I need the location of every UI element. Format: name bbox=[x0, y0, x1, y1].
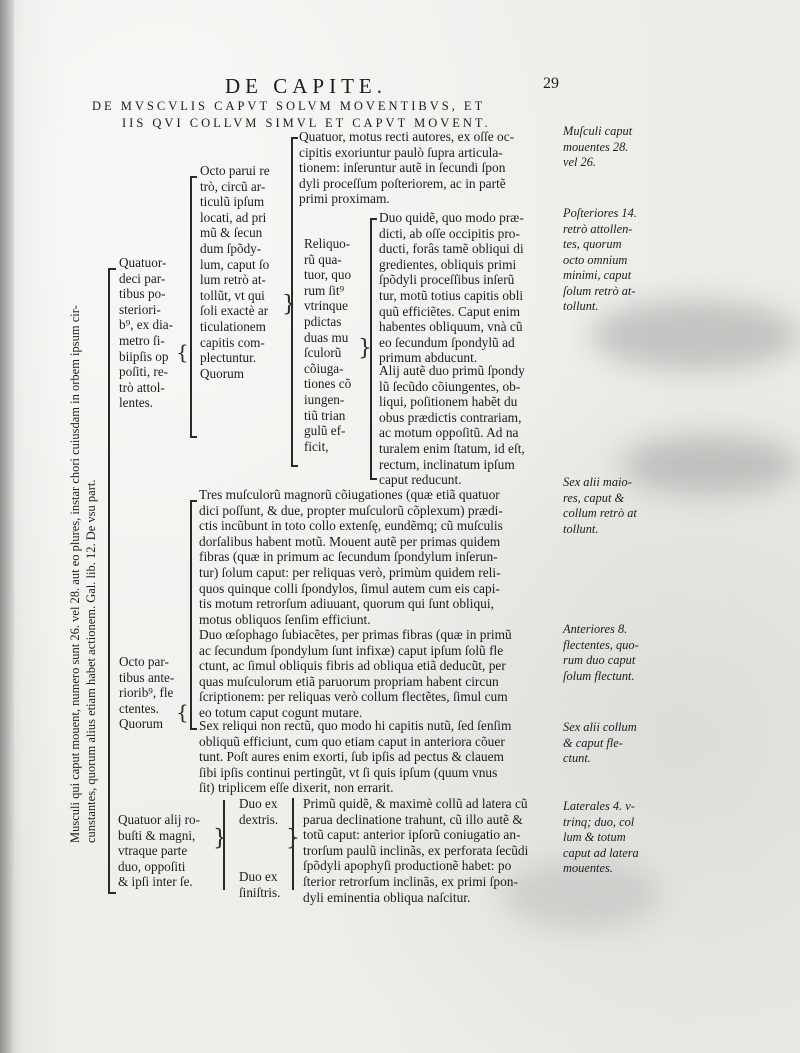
text-line: cipitis exoriuntur paulò ſupra articula- bbox=[299, 144, 503, 160]
curly-brace: { bbox=[176, 340, 189, 364]
text-line: lum retrò at- bbox=[200, 272, 266, 288]
text-line: liqui, poſitionem habẽt du bbox=[379, 394, 518, 410]
text-line: flectentes, quo- bbox=[563, 637, 639, 652]
para-duo-oesophago bbox=[199, 627, 512, 721]
text-line: dyli proceſſum poſteriorem, ac in partẽ bbox=[299, 175, 506, 191]
text-line: rum duo caput bbox=[563, 653, 636, 667]
text-line: ſolum retrò at- bbox=[563, 283, 636, 298]
margin-note-sex-alii-collum bbox=[563, 720, 637, 767]
bracket-line-posteriores bbox=[190, 176, 192, 438]
text-line: Muſculi caput bbox=[563, 124, 633, 138]
text-line: gulũ ef- bbox=[304, 423, 346, 439]
text-line: Duo ex bbox=[239, 869, 278, 884]
text-line: dyli eminentia obliqua naſcitur. bbox=[303, 889, 471, 905]
text-line: ſpõdyli proceſſibus inſerũ bbox=[379, 272, 515, 288]
group-anteriores-8 bbox=[119, 654, 174, 732]
text-line: gredientes, obliquis primi bbox=[379, 256, 517, 272]
text-line: lũ ſecũdo cõiungentes, ob- bbox=[379, 378, 521, 394]
group-posteriores-14 bbox=[119, 255, 173, 411]
text-line: vtraque parte bbox=[118, 843, 188, 859]
text-line: obus prædictis contrariam, bbox=[379, 409, 522, 425]
para-alij-autem bbox=[379, 363, 525, 488]
text-line: capitis com- bbox=[200, 334, 265, 350]
text-line: minimi, caput bbox=[563, 268, 632, 282]
text-line: Duo œſophago ſubiacẽtes, per primas fibras (quæ in primũ bbox=[199, 627, 512, 642]
text-line: Quatuor, motus recti autores, ex oſſe oc- bbox=[299, 129, 515, 144]
margin-note-laterales bbox=[563, 799, 639, 877]
margin-note-anteriores bbox=[563, 622, 639, 684]
text-line: ac motum oppoſitũ. Ad na bbox=[379, 425, 519, 441]
bracket-tick bbox=[370, 478, 377, 480]
text-line: Reliquo- bbox=[304, 236, 351, 251]
text-line: Sex reliqui non rectũ, quo modo hi capitis nutũ, ſed ſenſim bbox=[199, 718, 512, 733]
bracket-tick bbox=[291, 465, 298, 467]
text-line: b⁹, ex dia- bbox=[119, 317, 174, 333]
curly-brace: } bbox=[286, 826, 300, 851]
text-line: caput reducunt. bbox=[379, 472, 462, 488]
text-line: tur, motũ totius capitis obli bbox=[379, 287, 524, 303]
text-line: rectum, inclinatum ipſum bbox=[379, 456, 515, 472]
text-line: ctunt. bbox=[563, 751, 591, 765]
text-line: tibus po- bbox=[119, 286, 166, 302]
text-line: lentes. bbox=[119, 395, 154, 411]
text-line: ſcriptionem: per reliquas verò collum flectẽtes, ſimul cum bbox=[199, 689, 508, 705]
text-line: habentes obliquum, vnà cũ bbox=[379, 319, 523, 335]
text-line: rũ qua- bbox=[304, 251, 342, 267]
page-edge-shadow bbox=[0, 0, 14, 1053]
text-line: lum & totum bbox=[563, 830, 626, 844]
text-line: tibus ante- bbox=[119, 669, 175, 685]
text-line: tis motum retrorſum adiuuant, quorum qui ſunt obliqui, bbox=[199, 596, 494, 612]
text-line: motus obliquos ſenſim efficiunt. bbox=[199, 611, 371, 627]
text-line: Octo parui re bbox=[200, 163, 270, 178]
text-line: fibras (quæ in primum ac ſecundum ſpondylum inſerun- bbox=[199, 549, 498, 565]
text-line: metro ſi- bbox=[119, 332, 165, 348]
page-stain bbox=[620, 435, 800, 495]
text-line: vtrinque bbox=[304, 298, 348, 314]
text-line: Quorum bbox=[200, 365, 244, 381]
text-line: dorſalibus habent motũ. Mouent autẽ per primas quidem bbox=[199, 533, 501, 549]
text-line: Octo par- bbox=[119, 654, 169, 669]
para-primum-quidem bbox=[303, 796, 528, 905]
text-line: Duo ex bbox=[239, 796, 278, 811]
text-line: Alij autẽ duo primũ ſpondy bbox=[379, 363, 525, 378]
text-line: turalem enim ſtatum, id eſt, bbox=[379, 440, 525, 456]
page-title: DE CAPITE. bbox=[225, 74, 387, 98]
text-line: tollunt. bbox=[563, 521, 599, 536]
para-duo-quidem bbox=[379, 210, 524, 366]
bracket-tick bbox=[108, 268, 116, 270]
text-line: deci par- bbox=[119, 270, 166, 286]
text-line: ctunt, ac ſimul obliquis fibris ad obliqua etiã deducũt, per bbox=[199, 658, 506, 674]
text-line: trò, circũ ar- bbox=[200, 178, 266, 194]
text-line: ſpõdyli apophyſi productionẽ habet: po bbox=[303, 858, 512, 874]
text-line: mũ & ſecun bbox=[200, 225, 263, 241]
text-line: tes, quorum bbox=[563, 237, 622, 251]
text-line: tollũt, vt qui bbox=[200, 287, 265, 303]
text-line: vel 26. bbox=[563, 155, 597, 169]
text-line: tunt. Poſt aures enim exorti, ſub ipſis ad pectus & clauem bbox=[199, 749, 504, 765]
text-line: quũ efficiẽtes. Caput enim bbox=[379, 303, 521, 319]
para-sex-reliqui bbox=[199, 718, 511, 796]
text-line: Duo quidẽ, quo modo præ- bbox=[379, 210, 524, 225]
bracket-tick bbox=[190, 500, 197, 502]
text-line: ſit) triplicem eſſe dixerit, non errarit. bbox=[199, 780, 394, 796]
text-line: dici poſſunt, & due, propter muſculorũ cõplexum) prædi- bbox=[199, 502, 503, 518]
text-line: buſti & magni, bbox=[118, 827, 196, 843]
text-line: Quatuor- bbox=[119, 255, 167, 270]
text-line: steriori- bbox=[119, 301, 161, 317]
margin-note-sex-alii-maiores bbox=[563, 475, 637, 537]
text-line: tiũ trian bbox=[304, 407, 346, 423]
text-line: lum, caput ſo bbox=[200, 256, 270, 272]
main-bracket-line bbox=[108, 268, 110, 894]
bracket-tick bbox=[291, 137, 298, 139]
text-line: ac ſecundum ſpondylum ſunt infixæ) caput ipſum ſolũ fle bbox=[199, 642, 504, 658]
text-line: tollunt. bbox=[563, 299, 599, 313]
text-line: cõiuga- bbox=[304, 360, 344, 376]
text-line: duo, oppoſiti bbox=[118, 858, 186, 874]
text-line: duas mu bbox=[304, 329, 349, 345]
text-line: Tres muſculorũ magnorũ cõiugationes (quæ etiã quatuor bbox=[199, 487, 500, 502]
text-line: dum ſpõdy- bbox=[200, 240, 262, 256]
text-line: primum abducunt. bbox=[379, 350, 478, 366]
vertical-summary-text bbox=[68, 243, 99, 843]
text-line: plectuntur. bbox=[200, 350, 257, 366]
text-line: ſiniſtris. bbox=[239, 884, 281, 900]
text-line: riorib⁹, fle bbox=[119, 685, 174, 701]
text-line: poſiti, re- bbox=[119, 364, 169, 380]
text-line: Sex alii maio- bbox=[563, 475, 632, 489]
text-line: quos quinque colli ſpondylos, ſimul autem cum eis capi- bbox=[199, 580, 500, 596]
bracket-tick bbox=[190, 436, 197, 438]
bracket-tick bbox=[108, 892, 116, 894]
para-quatuor-motus-recti bbox=[299, 129, 514, 207]
bracket-tick bbox=[190, 728, 197, 730]
text-line: mouentes 28. bbox=[563, 139, 629, 154]
text-line: tur) ſolum caput: per reliquas verò, primùm quidem reli- bbox=[199, 564, 501, 580]
text-line: ſolum flectunt. bbox=[563, 668, 635, 683]
text-line: biipſis op bbox=[119, 348, 169, 364]
text-line: mouentes. bbox=[563, 861, 613, 875]
group-duo-dextris bbox=[239, 796, 278, 827]
text-line: trinq; duo, col bbox=[563, 814, 635, 829]
text-line: ſterior retrorſum inclinãs, ex primi ſpon- bbox=[303, 873, 518, 889]
text-line: ſibi ipſis continui pertingũt, vt ſi quis ipſum (quum vnus bbox=[199, 764, 498, 780]
text-line: parua declinatione trahunt, cũ illo autẽ & bbox=[303, 811, 523, 827]
margin-note-posteriores bbox=[563, 206, 637, 315]
text-line: Quorum bbox=[119, 716, 163, 732]
text-line: trorſum paulũ inclinãs, ex perforata ſecũdi bbox=[303, 842, 529, 858]
text-line: eo ſecundum ſpondylũ ad bbox=[379, 334, 515, 350]
text-line: eo totum caput cogunt mutare. bbox=[199, 704, 363, 720]
curly-brace: } bbox=[358, 336, 372, 361]
section-heading-line-2: IIS QVI COLLVM SIMVL ET CAPVT MOVENT. bbox=[122, 116, 491, 130]
text-line: tuor, quo bbox=[304, 267, 352, 283]
text-line: Primũ quidẽ, & maximè collũ ad latera cũ bbox=[303, 796, 528, 811]
text-line: retrò attollen- bbox=[563, 221, 633, 236]
text-line: pdictas bbox=[304, 313, 342, 329]
bracket-tick bbox=[370, 218, 377, 220]
text-line: ducti, forâs tamẽ obliqui di bbox=[379, 241, 524, 257]
text-line: res, caput & bbox=[563, 490, 625, 505]
text-line: octo omnium bbox=[563, 252, 628, 267]
text-line: totũ caput: anterior ipſorũ coniugatio an- bbox=[303, 827, 521, 843]
text-line: quas muſculorum etiã paruorum propriam habent circun bbox=[199, 673, 499, 689]
text-line: obliquũ efficiunt, cum quo etiam caput in anteriora cõuer bbox=[199, 733, 505, 749]
para-tres-musculorum bbox=[199, 487, 503, 627]
text-line: ticulũ ipſum bbox=[200, 194, 265, 210]
text-line: locati, ad pri bbox=[200, 209, 267, 225]
text-line: & ipſi inter ſe. bbox=[118, 874, 193, 890]
text-line: dicti, ab oſſe occipitis pro- bbox=[379, 225, 520, 241]
text-line: iungen- bbox=[304, 391, 345, 407]
text-line: tiones cõ bbox=[304, 376, 352, 392]
text-line: Poſteriores 14. bbox=[563, 206, 637, 220]
text-line: caput ad latera bbox=[563, 845, 639, 860]
text-line: ſoli exactè ar bbox=[200, 303, 269, 319]
bracket-tick bbox=[190, 176, 197, 178]
text-line: & caput fle- bbox=[563, 735, 623, 750]
group-laterales-4 bbox=[118, 812, 200, 890]
text-line: Anteriores 8. bbox=[563, 622, 628, 636]
text-line: Laterales 4. v- bbox=[563, 799, 635, 813]
text-line: primi proximam. bbox=[299, 191, 390, 207]
text-line: collum retrò at bbox=[563, 506, 637, 520]
curly-brace: } bbox=[282, 292, 296, 317]
text-line: ficit, bbox=[304, 438, 329, 454]
text-line: ctis incũbunt in toto collo extenſę, eundẽmq; cũ muſculis bbox=[199, 518, 503, 534]
text-line: ſculorũ bbox=[304, 345, 342, 361]
group-reliquorum bbox=[304, 236, 351, 454]
text-line: ticulationem bbox=[200, 318, 266, 334]
text-line: ctentes. bbox=[119, 700, 159, 716]
text-line: tionem: inſeruntur autẽ in ſecundi ſpon bbox=[299, 160, 506, 176]
text-line: dextris. bbox=[239, 811, 279, 827]
group-duo-sinistris bbox=[239, 869, 280, 900]
curly-brace: } bbox=[213, 826, 227, 851]
text-line: Quatuor alij ro- bbox=[118, 812, 201, 827]
group-octo-parui bbox=[200, 163, 270, 381]
margin-note-musculi bbox=[563, 124, 632, 171]
page-number: 29 bbox=[543, 75, 559, 92]
curly-brace: { bbox=[176, 700, 189, 724]
vertical-line: Musculi qui caput mouent, numero sunt 26. vel 28. aut eo plures, instar chori cuiusdam in orbem ipsum cir- bbox=[68, 305, 82, 843]
text-line: Sex alii collum bbox=[563, 720, 637, 734]
bracket-line-anteriores bbox=[190, 500, 192, 730]
text-line: rum ſit⁹ bbox=[304, 282, 345, 298]
vertical-line: cunstantes, quorum alius etiam habet actionem. Gal. lib. 12. De vsu part. bbox=[83, 479, 98, 843]
section-heading-line-1: DE MVSCVLIS CAPVT SOLVM MOVENTIBVS, ET bbox=[92, 99, 486, 113]
text-line: trò attol- bbox=[119, 379, 165, 395]
